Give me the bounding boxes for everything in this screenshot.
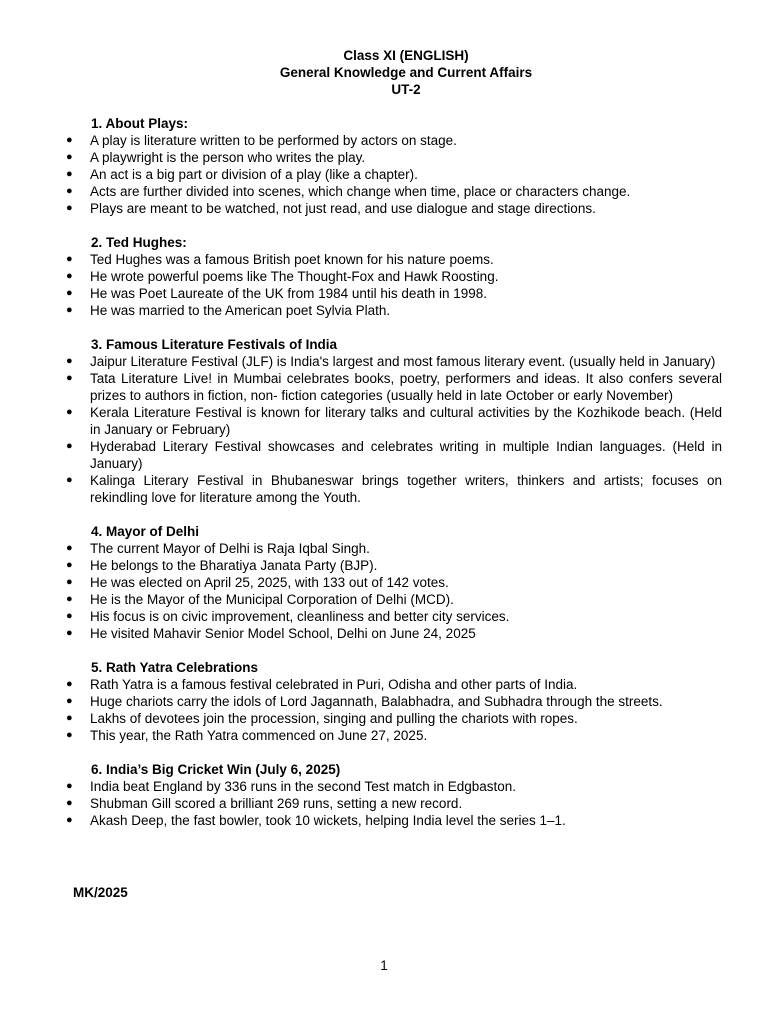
bullet-icon: ● — [66, 559, 73, 571]
bullet-icon: ● — [66, 780, 73, 792]
bullet-icon: ● — [66, 185, 73, 197]
document-header — [0, 47, 768, 98]
header-test-title: UT-2 — [391, 82, 421, 97]
list-item — [66, 625, 722, 642]
bullet-icon: ● — [66, 287, 73, 299]
bullet-icon: ● — [66, 202, 73, 214]
list-item — [66, 149, 722, 166]
list-item-text: He wrote powerful poems like The Thought-Fox and Hawk Roosting. — [90, 269, 499, 284]
list-item — [66, 540, 722, 557]
list-item-text: Huge chariots carry the idols of Lord Jagannath, Balabhadra, and Subhadra through the streets. — [90, 694, 663, 709]
list-item-text: A playwright is the person who writes the play. — [90, 150, 366, 165]
list-item — [66, 693, 722, 710]
document-body — [66, 115, 722, 846]
list-item — [66, 166, 722, 183]
bullet-icon: ● — [66, 593, 73, 605]
list-item — [66, 251, 722, 268]
list-item-text: India beat England by 336 runs in the second Test match in Edgbaston. — [90, 779, 517, 794]
header-subject-title: General Knowledge and Current Affairs — [279, 65, 533, 80]
list-item — [66, 268, 722, 285]
list-item — [66, 132, 722, 149]
list-item-text: Kalinga Literary Festival in Bhubaneswar brings together writers, thinkers and artists; focuses on rekindling love for literature among the Youth. — [90, 473, 722, 505]
list-item — [66, 438, 722, 472]
list-item-text: He belongs to the Bharatiya Janata Party (BJP). — [90, 558, 378, 573]
list-item-text: Rath Yatra is a famous festival celebrated in Puri, Odisha and other parts of India. — [90, 677, 578, 692]
list-item — [66, 812, 722, 829]
list-item-text: A play is literature written to be performed by actors on stage. — [90, 133, 457, 148]
list-item-text: He was Poet Laureate of the UK from 1984 until his death in 1998. — [90, 286, 487, 301]
bullet-icon: ● — [66, 253, 73, 265]
list-item-text: Plays are meant to be watched, not just read, and use dialogue and stage directions. — [90, 201, 596, 216]
section-title: 5. Rath Yatra Celebrations — [91, 660, 259, 675]
section-rath-yatra — [66, 659, 722, 744]
list-item — [66, 591, 722, 608]
list-item-text: Akash Deep, the fast bowler, took 10 wickets, helping India level the series 1–1. — [90, 813, 566, 828]
list-item — [66, 795, 722, 812]
list-item-text: He is the Mayor of the Municipal Corporation of Delhi (MCD). — [90, 592, 454, 607]
section-cricket-win — [66, 761, 722, 829]
section-title: 6. India’s Big Cricket Win (July 6, 2025) — [91, 762, 341, 777]
list-item — [66, 285, 722, 302]
list-item — [66, 200, 722, 217]
list-item — [66, 302, 722, 319]
bullet-icon: ● — [66, 729, 73, 741]
section-ted-hughes — [66, 234, 722, 319]
list-item-text: Hyderabad Literary Festival showcases and celebrates writing in multiple Indian languages. (Held in January) — [90, 439, 722, 471]
bullet-icon: ● — [66, 542, 73, 554]
list-item-text: Ted Hughes was a famous British poet known for his nature poems. — [90, 252, 494, 267]
list-item-text: His focus is on civic improvement, cleanliness and better city services. — [90, 609, 510, 624]
bullet-icon: ● — [66, 406, 73, 418]
list-item — [66, 183, 722, 200]
bullet-icon: ● — [66, 576, 73, 588]
section-title: 2. Ted Hughes: — [91, 235, 187, 250]
list-item — [66, 608, 722, 625]
bullet-icon: ● — [66, 814, 73, 826]
list-item-text: He was married to the American poet Sylvia Plath. — [90, 303, 391, 318]
section-about-plays — [66, 115, 722, 217]
list-item-text: An act is a big part or division of a play (like a chapter). — [90, 167, 418, 182]
section-title: 1. About Plays: — [91, 116, 189, 131]
list-item-text: The current Mayor of Delhi is Raja Iqbal Singh. — [90, 541, 370, 556]
list-item-text: Acts are further divided into scenes, which change when time, place or characters change. — [90, 184, 631, 199]
list-item-text: Shubman Gill scored a brilliant 269 runs, setting a new record. — [90, 796, 463, 811]
list-item — [66, 353, 722, 370]
header-class-title: Class XI (ENGLISH) — [343, 48, 469, 63]
bullet-list — [66, 353, 722, 506]
bullet-icon: ● — [66, 134, 73, 146]
bullet-list — [66, 676, 722, 744]
list-item-text: Lakhs of devotees join the procession, singing and pulling the chariots with ropes. — [90, 711, 578, 726]
bullet-icon: ● — [66, 355, 73, 367]
list-item-text: Tata Literature Live! in Mumbai celebrates books, poetry, performers and ideas. It also confers several prizes to authors in fiction, non- fiction categories (usually held in late October or early November) — [90, 371, 722, 403]
bullet-icon: ● — [66, 695, 73, 707]
list-item — [66, 574, 722, 591]
bullet-icon: ● — [66, 151, 73, 163]
list-item-text: Jaipur Literature Festival (JLF) is India's largest and most famous literary event. (usually held in January) — [90, 354, 716, 369]
list-item — [66, 676, 722, 693]
bullet-list — [66, 778, 722, 829]
bullet-icon: ● — [66, 372, 73, 384]
list-item-text: He was elected on April 25, 2025, with 133 out of 142 votes. — [90, 575, 449, 590]
document-code: MK/2025 — [73, 885, 128, 900]
list-item-text: Kerala Literature Festival is known for literary talks and cultural activities by the Kozhikode beach. (Held in January or February) — [90, 405, 722, 437]
list-item — [66, 778, 722, 795]
list-item — [66, 557, 722, 574]
section-literature-festivals — [66, 336, 722, 506]
bullet-icon: ● — [66, 712, 73, 724]
bullet-list — [66, 251, 722, 319]
list-item — [66, 472, 722, 506]
bullet-icon: ● — [66, 678, 73, 690]
bullet-icon: ● — [66, 168, 73, 180]
page-number: 1 — [380, 958, 388, 973]
section-title: 3. Famous Literature Festivals of India — [91, 337, 338, 352]
bullet-icon: ● — [66, 304, 73, 316]
bullet-icon: ● — [66, 270, 73, 282]
list-item-text: This year, the Rath Yatra commenced on June 27, 2025. — [90, 728, 428, 743]
bullet-list — [66, 132, 722, 217]
section-title: 4. Mayor of Delhi — [91, 524, 200, 539]
bullet-list — [66, 540, 722, 642]
list-item — [66, 404, 722, 438]
list-item-text: He visited Mahavir Senior Model School, Delhi on June 24, 2025 — [90, 626, 476, 641]
bullet-icon: ● — [66, 440, 73, 452]
bullet-icon: ● — [66, 474, 73, 486]
bullet-icon: ● — [66, 627, 73, 639]
list-item — [66, 710, 722, 727]
list-item — [66, 727, 722, 744]
section-mayor-of-delhi — [66, 523, 722, 642]
bullet-icon: ● — [66, 797, 73, 809]
list-item — [66, 370, 722, 404]
bullet-icon: ● — [66, 610, 73, 622]
